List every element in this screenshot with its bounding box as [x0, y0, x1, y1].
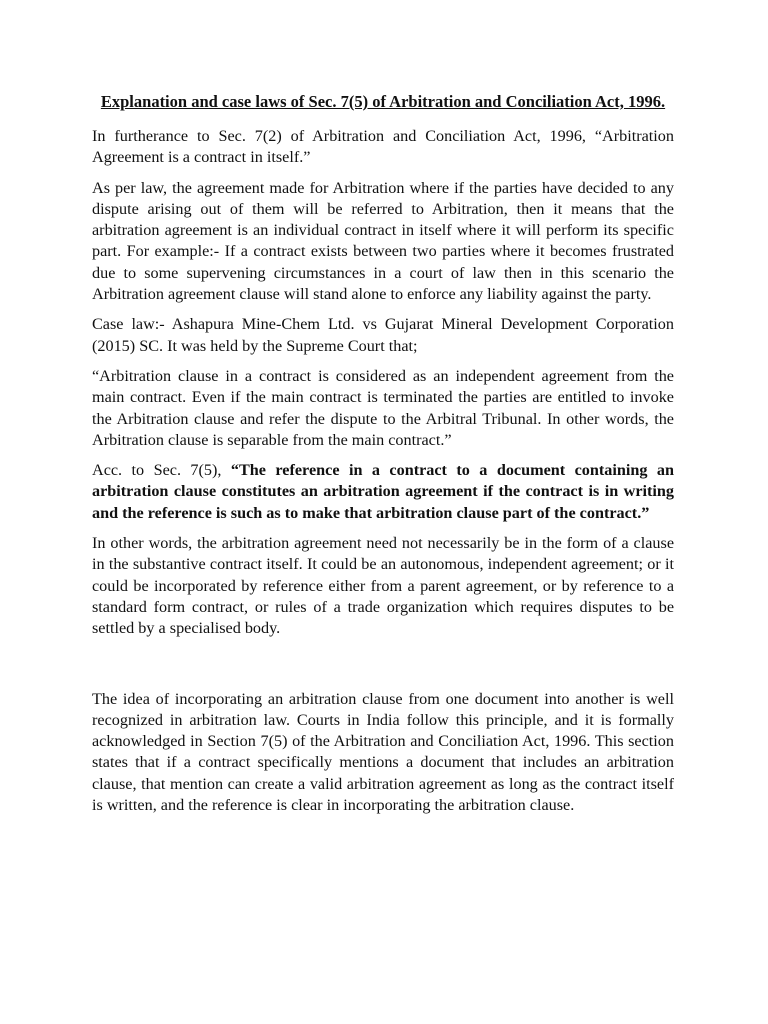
sec-7-5-quote: “The reference in a contract to a document containing an arbitration clause constitutes an arbitration agreement if the contract is in writing and the reference is such as to make that arbitration clause part of the contract.”	[92, 461, 674, 522]
paragraph-sec-7-5	[92, 460, 674, 524]
sec-7-5-lead: Acc. to Sec. 7(5),	[92, 461, 231, 480]
document-title: Explanation and case laws of Sec. 7(5) of Arbitration and Conciliation Act, 1996.	[100, 92, 666, 111]
document-page	[92, 86, 674, 825]
paragraph-other-words: In other words, the arbitration agreement need not necessarily be in the form of a clause in the substantive contract itself. It could be an autonomous, independent agreement; or it could be incorporated by reference either from a parent agreement, or by reference to a standard form contract, or rules of a trade organization which requires disputes to be settled by a specialised body.	[92, 534, 674, 638]
paragraph-spacer	[92, 649, 674, 689]
paragraph-agreement-explanation: As per law, the agreement made for Arbitration where if the parties have decided to any dispute arising out of them will be referred to Arbitration, then it means that the arbitration agreement is an individual contract in itself where it will perform its specific part. For example:- If a contract exists between two parties where it becomes frustrated due to some supervening circumstances in a court of law then in this scenario the Arbitration agreement clause will stand alone to enforce any liability against the party.	[92, 178, 674, 304]
paragraph-incorporation: The idea of incorporating an arbitration clause from one document into another is well recognized in arbitration law. Courts in India follow this principle, and it is formally acknowledged in Section 7(5) of the Arbitration and Conciliation Act, 1996. This section states that if a contract specifically mentions a document that includes an arbitration clause, that mention can create a valid arbitration agreement as long as the contract itself is written, and the reference is clear in incorporating the arbitration clause.	[92, 689, 674, 815]
paragraph-case-quote: “Arbitration clause in a contract is considered as an independent agreement from the main contract. Even if the main contract is terminated the parties are entitled to invoke the Arbitration clause and refer the dispute to the Arbitral Tribunal. In other words, the Arbitration clause is separable from the main contract.”	[92, 366, 674, 449]
paragraph-sec-7-2: In furtherance to Sec. 7(2) of Arbitration and Conciliation Act, 1996, “Arbitration Agreement is a contract in itself.”	[92, 127, 674, 167]
paragraph-case-law: Case law:- Ashapura Mine-Chem Ltd. vs Gujarat Mineral Development Corporation (2015) SC. It was held by the Supreme Court that;	[92, 315, 674, 355]
